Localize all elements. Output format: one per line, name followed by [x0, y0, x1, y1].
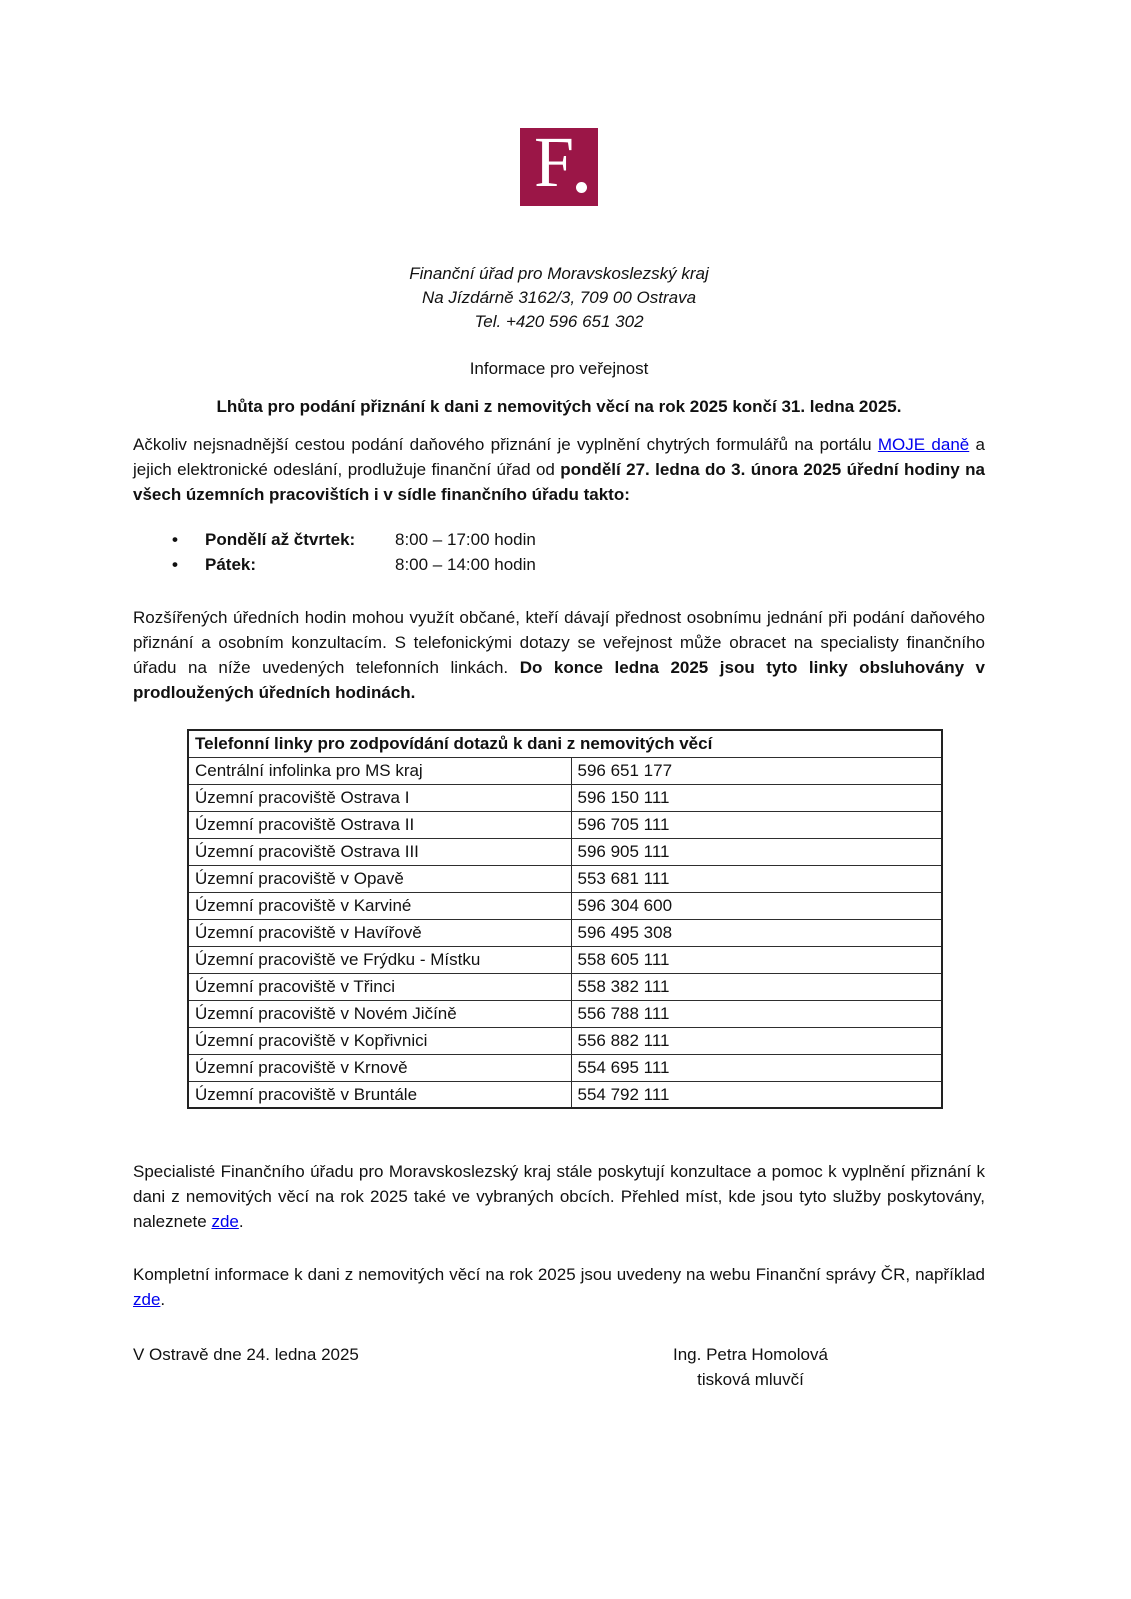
table-row [188, 1027, 942, 1054]
phone-cell: 556 788 111 [571, 1000, 942, 1027]
phone-cell: 558 382 111 [571, 973, 942, 1000]
phone-lines-table [187, 729, 943, 1109]
intro-paragraph [133, 432, 985, 507]
logo-letter: F [534, 122, 575, 202]
office-cell: Územní pracoviště Ostrava I [188, 784, 571, 811]
office-cell: Územní pracoviště v Opavě [188, 865, 571, 892]
bullet-icon: • [172, 530, 178, 549]
phone-cell: 553 681 111 [571, 865, 942, 892]
letterhead [133, 262, 985, 334]
phone-cell: 596 495 308 [571, 919, 942, 946]
office-cell: Územní pracoviště Ostrava II [188, 811, 571, 838]
office-hours-item-fri [133, 552, 985, 577]
signatory-name: Ing. Petra Homolová [673, 1345, 828, 1364]
intro-bold-text: pondělí 27. ledna do 3. února 2025 úřední hodiny na všech územních pracovištích i v sídle finančního úřadu takto: [133, 460, 985, 504]
phone-cell: 554 792 111 [571, 1081, 942, 1108]
signature-block [673, 1342, 828, 1392]
table-row [188, 892, 942, 919]
office-cell: Územní pracoviště v Karviné [188, 892, 571, 919]
office-address: Na Jízdárně 3162/3, 709 00 Ostrava [421, 288, 697, 307]
table-row [188, 811, 942, 838]
office-cell: Územní pracoviště v Novém Jičíně [188, 1000, 571, 1027]
phone-cell: 558 605 111 [571, 946, 942, 973]
document-footer [133, 1342, 985, 1392]
consultations-text: Specialisté Finančního úřadu pro Moravskoslezský kraj stále poskytují konzultace a pomoc k vyplnění přiznání k dani z nemovitých věcí na rok 2025 také ve vybraných obcích. Přehled míst, kde jsou tyto služby poskytovány, naleznete [133, 1162, 985, 1231]
phone-cell: 596 651 177 [571, 757, 942, 784]
logo-dot-icon [576, 182, 587, 193]
complete-info-text: Kompletní informace k dani z nemovitých věcí na rok 2025 jsou uvedeny na webu Finanční správy ČR, například [133, 1265, 985, 1284]
office-cell: Územní pracoviště ve Frýdku - Místku [188, 946, 571, 973]
extended-hours-text: Rozšířených úředních hodin mohou využít občané, kteří dávají přednost osobnímu jednání při podání daňového přiznání a osobním konzultacím. S telefonickými dotazy se veřejnost může obracet na specialisty finančního úřadu na níže uvedených telefonních linkách. [133, 608, 985, 677]
intro-text-before-link: Ačkoliv nejsnadnější cestou podání daňového přiznání je vyplnění chytrých formulářů na portálu [133, 435, 878, 454]
office-hours-days: Pondělí až čtvrtek: [205, 530, 356, 549]
office-cell: Územní pracoviště v Krnově [188, 1054, 571, 1081]
table-header-row [188, 730, 942, 757]
table-row [188, 1054, 942, 1081]
office-name: Finanční úřad pro Moravskoslezský kraj [409, 264, 709, 283]
table-row [188, 838, 942, 865]
office-cell: Územní pracoviště v Havířově [188, 919, 571, 946]
extended-hours-paragraph [133, 605, 985, 705]
consultations-text-end: . [238, 1212, 244, 1231]
phone-cell: 554 695 111 [571, 1054, 942, 1081]
signatory-role: tisková mluvčí [697, 1370, 804, 1389]
consultations-paragraph [133, 1159, 985, 1234]
extended-hours-bold-text: Do konce ledna 2025 jsou tyto linky obsluhovány v prodloužených úředních hodinách. [133, 658, 986, 702]
moje-dane-link[interactable]: MOJE daně [877, 435, 970, 454]
table-row [188, 757, 942, 784]
consultations-zde-link[interactable]: zde [211, 1212, 239, 1231]
phone-cell: 596 905 111 [571, 838, 942, 865]
table-row [188, 946, 942, 973]
phone-cell: 596 705 111 [571, 811, 942, 838]
place-and-date: V Ostravě dne 24. ledna 2025 [133, 1345, 359, 1364]
office-phone: Tel. +420 596 651 302 [474, 312, 644, 331]
table-row [188, 1000, 942, 1027]
table-row [188, 919, 942, 946]
table-row [188, 865, 942, 892]
intro-text-after-link: a jejich elektronické odeslání, prodlužuje finanční úřad od [133, 435, 986, 479]
complete-info-text-end: . [160, 1290, 166, 1309]
phone-cell: 596 304 600 [571, 892, 942, 919]
complete-info-zde-link[interactable]: zde [133, 1290, 161, 1309]
complete-info-paragraph [133, 1262, 985, 1312]
table-row [188, 784, 942, 811]
office-cell: Centrální infolinka pro MS kraj [188, 757, 571, 784]
office-cell: Územní pracoviště v Třinci [188, 973, 571, 1000]
phone-cell: 556 882 111 [571, 1027, 942, 1054]
bullet-icon: • [172, 555, 178, 574]
office-hours-time: 8:00 – 17:00 hodin [395, 530, 536, 549]
office-hours-days: Pátek: [205, 555, 257, 574]
table-row [188, 973, 942, 1000]
office-hours-item-mon-thu [133, 527, 985, 552]
office-hours-time: 8:00 – 14:00 hodin [395, 555, 536, 574]
phone-table-title: Telefonní linky pro zodpovídání dotazů k dani z nemovitých věcí [188, 730, 942, 757]
office-cell: Územní pracoviště v Kopřivnici [188, 1027, 571, 1054]
document-subtitle: Informace pro veřejnost [469, 359, 649, 378]
office-hours-list [133, 527, 985, 577]
table-row [188, 1081, 942, 1108]
document-headline: Lhůta pro podání přiznání k dani z nemovitých věcí na rok 2025 končí 31. ledna 2025. [216, 397, 902, 416]
office-cell: Územní pracoviště Ostrava III [188, 838, 571, 865]
financni-sprava-logo [520, 122, 598, 206]
office-cell: Územní pracoviště v Bruntále [188, 1081, 571, 1108]
phone-cell: 596 150 111 [571, 784, 942, 811]
